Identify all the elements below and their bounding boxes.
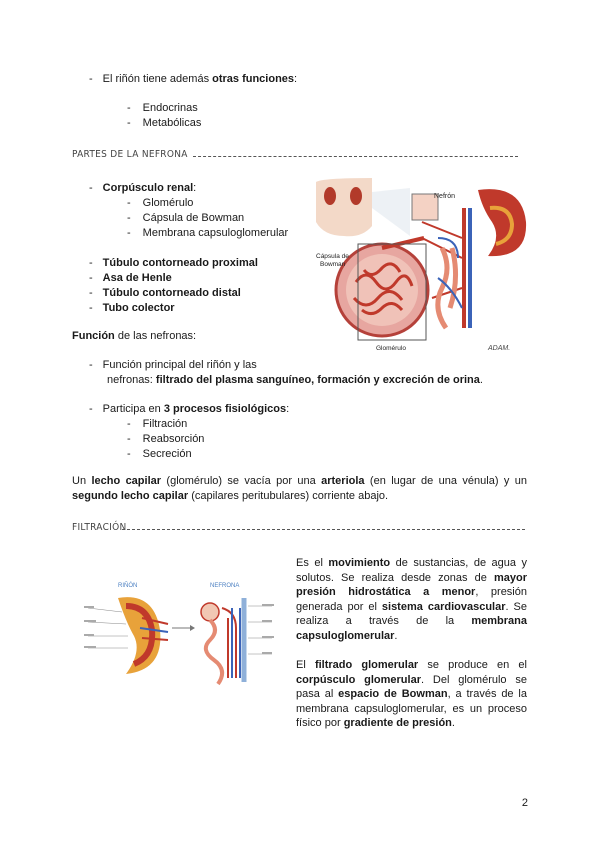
sub-bullet-endocrinas: - Endocrinas [127,102,198,114]
sub-bullet-membrana: - Membrana capsuloglomerular [127,227,289,239]
nephron-anatomy-figure [312,178,530,354]
page-number: 2 [521,797,528,809]
section-title-partes-nefrona: PARTES DE LA NEFRONA [72,149,188,160]
bullet-tubulo-distal: - Túbulo contorneado distal [89,287,241,299]
funcion-item-2: - Participa en 3 procesos fisiológicos: [89,403,290,415]
paragraph-filtracion-2: El filtrado glomerular se produce en el corpúsculo glomerular. Del glomérulo se pasa al espacio de Bowman, a través de la membrana capsuloglomerular, es un proceso físico por gradiente de presión. [296,659,527,729]
kidney-left-small [324,187,336,205]
label-nefrona: NEFRONA [210,583,240,589]
kidney-large-illustration [478,189,526,256]
label-capsula-2: Bowman [320,261,346,268]
paragraph-filtracion-1: Es el movimiento de sustancias, de agua y solutos. Se realiza desde zonas de mayor presión hidrostática a menor, presión generada por el sistema cardiovascular. Se realiza a través de la membrana capsuloglomerular. [296,557,528,642]
label-rinon: RIÑÓN [118,583,138,589]
proceso-secrecion: - Secreción [127,448,192,460]
bullet-tubulo-proximal: - Túbulo contorneado proximal [89,257,258,269]
bullet-otras-funciones: - El riñón tiene además otras funciones: [89,73,298,85]
label-nefron: Nefrón [434,193,456,200]
bullet-corpusculo-renal: - Corpúsculo renal: [89,182,197,194]
sub-bullet-metabolicas: - Metabólicas [127,117,202,129]
section-divider [193,156,518,157]
label-glomerulo: Glomérulo [376,345,406,352]
label-capsula-1: Cápsula de [316,253,349,260]
section-title-filtracion: FILTRACIÓN [72,522,127,533]
bullet-asa-henle: - Asa de Henle [89,272,172,284]
rinon-nefrona-figure [82,578,278,688]
sub-bullet-glomerulo: - Glomérulo [127,197,194,209]
proceso-filtracion: - Filtración [127,418,188,430]
section-divider-2 [122,529,525,530]
kidney-right-small [350,187,362,205]
funcion-heading: Función de las nefronas: [72,330,197,342]
glomerulus-illustration [346,254,418,326]
funcion-item-1-line1: - Función principal del riñón y las [89,359,257,371]
nephron-capsule-small [201,603,219,621]
label-adam: ADAM. [488,345,511,352]
proceso-reabsorcion: - Reabsorción [127,433,205,445]
torso-illustration [316,178,372,236]
funcion-item-1-line2: nefronas: filtrado del plasma sanguíneo, formación y excreción de orina. [107,374,483,386]
paragraph-lecho-capilar: Un lecho capilar (glomérulo) se vacía por una arteriola (en lugar de una vénula) y un segundo lecho capilar (capilares peritubulares) corriente abajo. [72,475,527,502]
sub-bullet-capsula-bowman: - Cápsula de Bowman [127,212,245,224]
bullet-tubo-colector: - Tubo colector [89,302,175,314]
